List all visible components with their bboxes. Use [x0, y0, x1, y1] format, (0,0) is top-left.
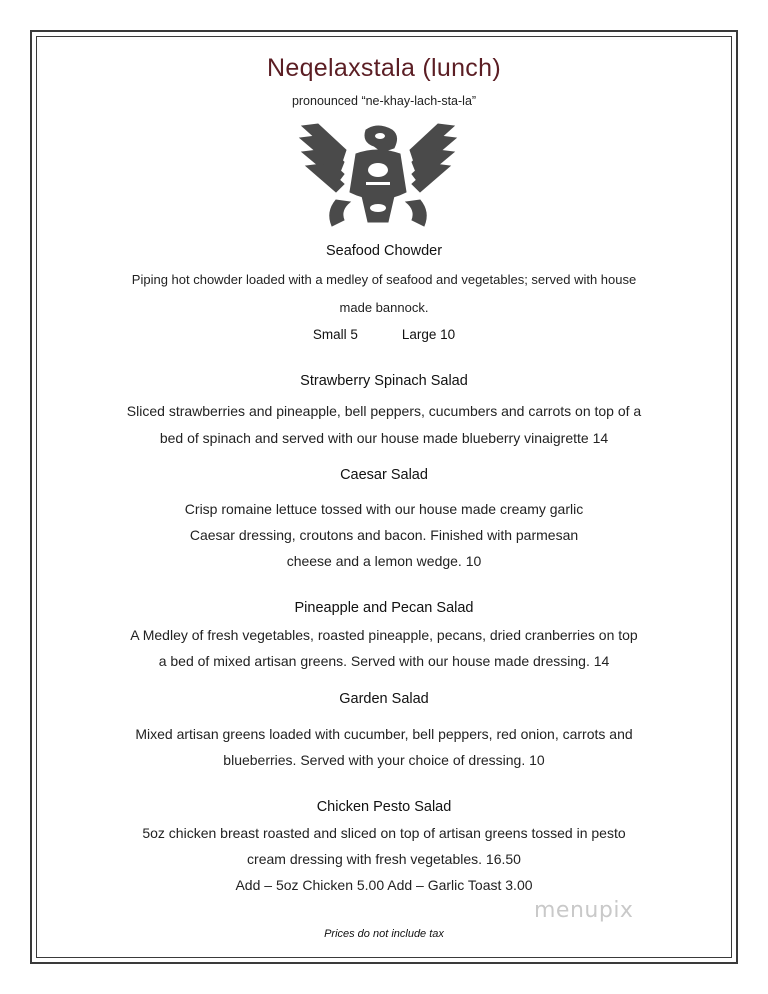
item-desc-line: cream dressing with fresh vegetables. 16.50 [247, 851, 521, 867]
size-large-price: Large 10 [401, 327, 456, 342]
item-desc-line: bed of spinach and served with our house made blueberry vinaigrette 14 [159, 430, 609, 446]
item-desc-line: made bannock. [339, 300, 429, 315]
item-title-chicken-pesto-salad: Chicken Pesto Salad [316, 799, 452, 815]
item-desc-line: Mixed artisan greens loaded with cucumber, bell peppers, red onion, carrots and [135, 726, 633, 742]
item-title-seafood-chowder: Seafood Chowder [325, 243, 443, 259]
item-desc-line: Piping hot chowder loaded with a medley of seafood and vegetables; served with house [131, 272, 637, 287]
pronunciation-note: pronounced “ne-khay-lach-sta-la” [291, 94, 477, 108]
item-title-strawberry-spinach-salad: Strawberry Spinach Salad [300, 373, 468, 389]
item-desc-line: blueberries. Served with your choice of dressing. 10 [223, 752, 545, 768]
item-sizes-seafood-chowder [0, 327, 768, 342]
add-ons-line: Add – 5oz Chicken 5.00 Add – Garlic Toast 3.00 [235, 877, 533, 893]
size-small-price: Small 5 [312, 327, 358, 342]
item-title-pineapple-pecan-salad: Pineapple and Pecan Salad [294, 600, 474, 616]
item-desc-line: Crisp romaine lettuce tossed with our house made creamy garlic [184, 501, 584, 517]
item-title-caesar-salad: Caesar Salad [340, 467, 428, 483]
thunderbird-formline-icon [296, 122, 460, 230]
item-desc-line: a bed of mixed artisan greens. Served with our house made dressing. 14 [158, 653, 610, 669]
item-desc-line: Sliced strawberries and pineapple, bell peppers, cucumbers and carrots on top of a [126, 403, 642, 419]
item-desc-line: Caesar dressing, croutons and bacon. Finished with parmesan [189, 527, 579, 543]
item-desc-line: 5oz chicken breast roasted and sliced on top of artisan greens tossed in pesto [142, 825, 626, 841]
item-desc-line: A Medley of fresh vegetables, roasted pineapple, pecans, dried cranberries on top [130, 627, 638, 643]
tax-note: Prices do not include tax [324, 928, 444, 940]
menu-title: Neqelaxstala (lunch) [267, 54, 501, 82]
item-desc-line: cheese and a lemon wedge. 10 [286, 553, 482, 569]
watermark-logo: menupix [534, 898, 634, 923]
item-title-garden-salad: Garden Salad [339, 691, 429, 707]
